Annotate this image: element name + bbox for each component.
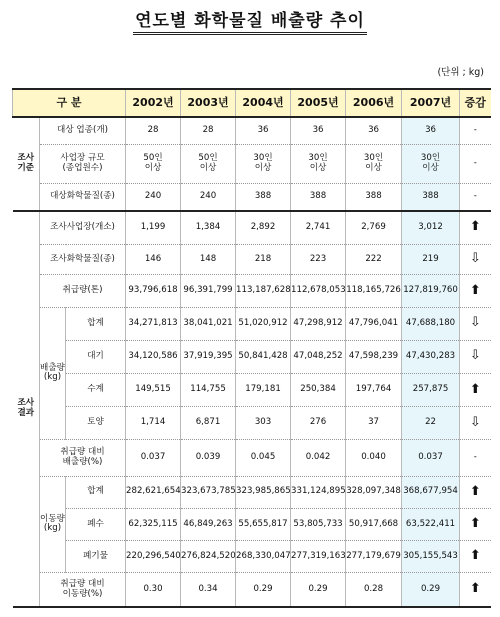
header-year: 2002년 <box>126 89 181 117</box>
value-cell: 179,181 <box>236 373 291 406</box>
value-cell: 36 <box>402 117 460 144</box>
header-change: 증감 <box>460 89 491 117</box>
value-cell: 0.042 <box>291 440 346 477</box>
change-text: - <box>473 452 477 463</box>
row-label: 취급량(톤) <box>40 275 126 307</box>
value-cell: 47,688,180 <box>402 307 460 340</box>
value-cell: 37,919,395 <box>181 340 236 373</box>
value-cell: 1,714 <box>126 407 181 440</box>
page-title: 연도별 화학물질 배출량 추이 <box>133 6 367 35</box>
value-cell: 113,187,628 <box>236 275 291 307</box>
value-cell: 22 <box>402 407 460 440</box>
value-cell: 0.28 <box>346 573 402 607</box>
value-cell: 268,330,047 <box>236 540 291 572</box>
value-cell: 0.045 <box>236 440 291 477</box>
transfer-row <box>13 476 491 508</box>
row-label: 사업장 규모 (종업원수) <box>40 144 126 183</box>
value-cell: 51,020,912 <box>236 307 291 340</box>
value-cell: 2,741 <box>291 211 346 244</box>
value-cell: 240 <box>126 183 181 210</box>
value-cell: 127,819,760 <box>402 275 460 307</box>
change-cell <box>460 307 491 340</box>
result-row <box>13 244 491 275</box>
transfer-label: 이동량 (kg) <box>40 476 66 572</box>
transfer-row <box>13 540 491 572</box>
value-cell: 0.34 <box>181 573 236 607</box>
row-label: 대상 업종(개) <box>40 117 126 144</box>
emission-row <box>13 340 491 373</box>
value-cell: 0.29 <box>236 573 291 607</box>
group-criteria: 조사 기준 <box>13 117 40 211</box>
value-cell: 323,673,785 <box>181 476 236 508</box>
value-cell: 0.039 <box>181 440 236 477</box>
value-cell: 34,271,813 <box>126 307 181 340</box>
row-label: 조사화학물질(종) <box>40 244 126 275</box>
value-cell: 328,097,348 <box>346 476 402 508</box>
change-cell <box>460 183 491 210</box>
value-cell: 6,871 <box>181 407 236 440</box>
arrow-down-icon: ⇩ <box>469 315 481 331</box>
value-cell: 37 <box>346 407 402 440</box>
value-cell: 222 <box>346 244 402 275</box>
value-cell: 368,677,954 <box>402 476 460 508</box>
value-cell: 149,515 <box>126 373 181 406</box>
value-cell: 388 <box>291 183 346 210</box>
value-cell: 2,892 <box>236 211 291 244</box>
row-label: 취급량 대비 배출량(%) <box>40 440 126 477</box>
arrow-up-icon: ⬆ <box>469 581 481 597</box>
result-row <box>13 211 491 244</box>
value-cell: 114,755 <box>181 373 236 406</box>
change-cell <box>460 275 491 307</box>
value-cell: 1,199 <box>126 211 181 244</box>
change-cell <box>460 476 491 508</box>
value-cell: 388 <box>346 183 402 210</box>
header-year: 2003년 <box>181 89 236 117</box>
row-label: 대상화학물질(종) <box>40 183 126 210</box>
value-cell: 30인 이상 <box>346 144 402 183</box>
change-cell <box>460 508 491 540</box>
value-cell: 240 <box>181 183 236 210</box>
value-cell: 38,041,021 <box>181 307 236 340</box>
criteria-row <box>13 117 491 144</box>
criteria-row <box>13 144 491 183</box>
value-cell: 62,325,115 <box>126 508 181 540</box>
value-cell: 1,384 <box>181 211 236 244</box>
value-cell: 50,917,668 <box>346 508 402 540</box>
value-cell: 388 <box>236 183 291 210</box>
value-cell: 277,319,163 <box>291 540 346 572</box>
value-cell: 220,296,540 <box>126 540 181 572</box>
value-cell: 46,849,263 <box>181 508 236 540</box>
value-cell: 0.040 <box>346 440 402 477</box>
emission-row <box>13 307 491 340</box>
row-label: 조사사업장(개소) <box>40 211 126 244</box>
sub-label: 폐수 <box>66 508 126 540</box>
change-text: - <box>473 190 477 201</box>
value-cell: 219 <box>402 244 460 275</box>
emission-table <box>12 88 491 608</box>
row-label: 취급량 대비 이동량(%) <box>40 573 126 607</box>
change-cell <box>460 540 491 572</box>
value-cell: 47,048,252 <box>291 340 346 373</box>
value-cell: 53,805,733 <box>291 508 346 540</box>
sub-label: 대기 <box>66 340 126 373</box>
value-cell: 276 <box>291 407 346 440</box>
sub-label: 폐기물 <box>66 540 126 572</box>
arrow-down-icon: ⇩ <box>469 414 481 430</box>
arrow-up-icon: ⬆ <box>469 483 481 499</box>
ratio-emission-row <box>13 440 491 477</box>
value-cell: 47,430,283 <box>402 340 460 373</box>
value-cell: 388 <box>402 183 460 210</box>
title-wrap <box>0 6 500 35</box>
arrow-down-icon: ⇩ <box>469 251 481 267</box>
header-year: 2005년 <box>291 89 346 117</box>
ratio-transfer-row <box>13 573 491 607</box>
value-cell: 0.037 <box>402 440 460 477</box>
value-cell: 276,824,520 <box>181 540 236 572</box>
value-cell: 63,522,411 <box>402 508 460 540</box>
header-year: 2006년 <box>346 89 402 117</box>
value-cell: 331,124,895 <box>291 476 346 508</box>
value-cell: 34,120,586 <box>126 340 181 373</box>
value-cell: 50인 이상 <box>126 144 181 183</box>
change-cell <box>460 407 491 440</box>
arrow-up-icon: ⬆ <box>469 515 481 531</box>
value-cell: 112,678,053 <box>291 275 346 307</box>
header-year: 2004년 <box>236 89 291 117</box>
value-cell: 30인 이상 <box>236 144 291 183</box>
value-cell: 257,875 <box>402 373 460 406</box>
value-cell: 47,796,041 <box>346 307 402 340</box>
value-cell: 96,391,799 <box>181 275 236 307</box>
change-cell <box>460 573 491 607</box>
result-row <box>13 275 491 307</box>
change-cell <box>460 144 491 183</box>
value-cell: 47,298,912 <box>291 307 346 340</box>
value-cell: 3,012 <box>402 211 460 244</box>
emission-row <box>13 373 491 406</box>
value-cell: 0.29 <box>402 573 460 607</box>
sub-label: 토양 <box>66 407 126 440</box>
header-category: 구 분 <box>13 89 126 117</box>
arrow-up-icon: ⬆ <box>469 282 481 298</box>
table-body <box>13 117 491 607</box>
header-year: 2007년 <box>402 89 460 117</box>
sub-label: 합계 <box>66 476 126 508</box>
value-cell: 36 <box>291 117 346 144</box>
change-cell <box>460 373 491 406</box>
value-cell: 50,841,428 <box>236 340 291 373</box>
value-cell: 0.29 <box>291 573 346 607</box>
value-cell: 47,598,239 <box>346 340 402 373</box>
value-cell: 30인 이상 <box>291 144 346 183</box>
emission-row <box>13 407 491 440</box>
arrow-up-icon: ⬆ <box>469 219 481 235</box>
value-cell: 146 <box>126 244 181 275</box>
value-cell: 0.037 <box>126 440 181 477</box>
arrow-up-icon: ⬆ <box>469 548 481 564</box>
value-cell: 277,179,679 <box>346 540 402 572</box>
transfer-row <box>13 508 491 540</box>
criteria-row <box>13 183 491 210</box>
change-cell <box>460 117 491 144</box>
value-cell: 93,796,618 <box>126 275 181 307</box>
sub-label: 수계 <box>66 373 126 406</box>
value-cell: 282,621,654 <box>126 476 181 508</box>
arrow-up-icon: ⬆ <box>469 381 481 397</box>
unit-label: (단위 ; kg) <box>437 67 484 78</box>
sub-label: 합계 <box>66 307 126 340</box>
value-cell: 223 <box>291 244 346 275</box>
value-cell: 55,655,817 <box>236 508 291 540</box>
group-results: 조사 결과 <box>13 211 40 607</box>
emission-label: 배출량 (kg) <box>40 307 66 440</box>
value-cell: 305,155,543 <box>402 540 460 572</box>
value-cell: 28 <box>181 117 236 144</box>
change-cell <box>460 244 491 275</box>
value-cell: 323,985,865 <box>236 476 291 508</box>
value-cell: 50인 이상 <box>181 144 236 183</box>
value-cell: 36 <box>236 117 291 144</box>
value-cell: 218 <box>236 244 291 275</box>
value-cell: 250,384 <box>291 373 346 406</box>
value-cell: 148 <box>181 244 236 275</box>
value-cell: 36 <box>346 117 402 144</box>
change-cell <box>460 440 491 477</box>
value-cell: 28 <box>126 117 181 144</box>
change-text: - <box>473 157 477 168</box>
change-cell <box>460 211 491 244</box>
value-cell: 2,769 <box>346 211 402 244</box>
value-cell: 197,764 <box>346 373 402 406</box>
change-text: - <box>473 125 477 136</box>
value-cell: 118,165,726 <box>346 275 402 307</box>
value-cell: 0.30 <box>126 573 181 607</box>
value-cell: 30인 이상 <box>402 144 460 183</box>
arrow-down-icon: ⇩ <box>469 348 481 364</box>
value-cell: 303 <box>236 407 291 440</box>
header-row <box>13 89 491 117</box>
change-cell <box>460 340 491 373</box>
